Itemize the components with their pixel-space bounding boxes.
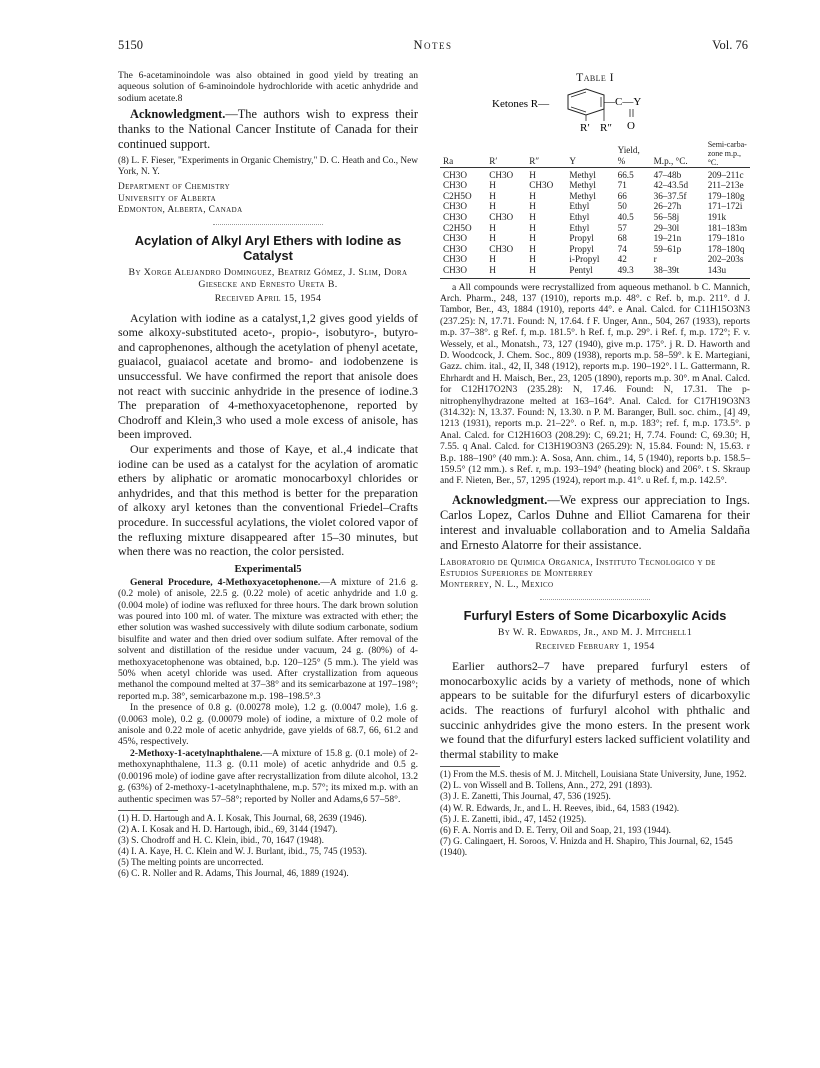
body-paragraph-3: Earlier authors2–7 have prepared furfuryl esters of monocarboxylic acids by a variety of methods, none of which appears to be suitable for the difurfuryl esters of dicarboxylic acids. The reactions of furfuryl alcohol with phthalic and succinic anhydrides give the mono esters. In the present work we found that the difurfuryl esters lacked sufficient volatility and thermal stability to make xyxy=(440,659,750,761)
table-row xyxy=(440,265,750,278)
reference-item: (7) G. Calingaert, H. Soroos, V. Hnizda and H. Shapiro, This Journal, 62, 1545 (1940). xyxy=(440,836,733,858)
table-header-cell: R′ xyxy=(486,140,526,168)
received-1: Received April 15, 1954 xyxy=(214,292,322,304)
divider xyxy=(213,224,323,225)
references-2 xyxy=(440,770,750,859)
table-cell: 211–213e xyxy=(707,180,744,191)
table-cell: H xyxy=(529,233,536,244)
body-paragraph-2: Our experiments and those of Kaye, et al.,4 indicate that iodine can be used as a catalyst for the acylation of aromatic ethers by aliphatic or aromatic monocarboxyl chlorides or anhydrides, and that this method is better for the preparation of alkoxy aryl ketones than the conventional Friedel–Crafts procedure. In successful acylations, the violet colored vapor of the refluxing mixture disappeared after 15–30 minutes, but when there was no reaction, the color persisted. xyxy=(118,442,418,559)
table-cell: 42–43.5d xyxy=(653,180,689,191)
carbonyl-label: —C—Y xyxy=(604,95,642,108)
table-cell: i-Propyl xyxy=(569,254,600,265)
table-row xyxy=(440,223,750,234)
footnote-8: (8) L. F. Fieser, "Experiments in Organic Chemistry," D. C. Heath and Co., New York, N. Y. xyxy=(118,156,418,178)
table-body xyxy=(440,167,750,278)
table-cell: CH3O xyxy=(443,243,467,254)
table-cell: 59–61p xyxy=(653,243,682,254)
table-row xyxy=(440,244,750,255)
table-cell: CH3O xyxy=(443,254,467,265)
table-cell: H xyxy=(486,265,526,278)
table-cell: C2H5O xyxy=(443,190,472,201)
affiliation-line: Laboratorio de Quimica Organica, Instituto Tecnologico y de Estudios Superiores de Monterrey xyxy=(440,557,716,579)
running-head: Notes xyxy=(413,38,453,52)
article-title-1: Acylation of Alkyl Aryl Ethers with Iodine as Catalyst xyxy=(134,232,402,263)
table-row xyxy=(440,233,750,244)
table-row xyxy=(440,191,750,202)
ketone-structure-diagram xyxy=(440,85,750,133)
left-column xyxy=(118,70,418,880)
table-cell: CH3O xyxy=(489,211,514,222)
page-header xyxy=(118,38,748,54)
reference-item: (5) J. E. Zanetti, ibid., 47, 1452 (1925). xyxy=(440,814,587,825)
table-cell: Pentyl xyxy=(566,265,614,278)
affiliation-line: Department of Chemistry xyxy=(118,182,231,193)
procedure-text: —A mixture of 21.6 g. (0.2 mole) of anisole, 22.5 g. (0.22 mole) of acetic anhydride and 1.0 g. (0.004 mole) of iodine was refluxed for three hours. The dark brown solution was poured into 100 ml. of water. The mixture was extracted with ether; the ether solution was washed successively with dilute sodium carbonate, sodium bisulfite and water and then dried over sodium sulfate. After removal of the solvent and distillation of the residue under vacuum, 24 g. (80%) of 4-methoxyacetophenone was obtained, b.p. 120–125° (5 mm.). The yield was 50% when acetyl chloride was used. After crystallization from aqueous methanol the compound melted at 37–38° and its semicarbazone at 197–198°; reported m.p. 38°, semicarbazone m.p. 198–198.5°.3 xyxy=(118,576,419,702)
table-cell: H xyxy=(526,265,566,278)
table-cell: 42 xyxy=(617,254,627,265)
structure-label: Ketones R— xyxy=(492,97,550,110)
intro-paragraph: The 6-acetaminoindole was also obtained in good yield by treating an aqueous solution of 6-aminoindole hydrochloride with acetic anhydride and sodium acetate.8 xyxy=(118,70,418,104)
rdouble-label: R″ xyxy=(600,121,612,133)
table-cell: 56–58j xyxy=(653,211,680,222)
table-cell: CH3O xyxy=(489,243,514,254)
table-cell: 68 xyxy=(617,233,627,244)
table-cell: 181–183m xyxy=(707,222,747,233)
table-cell: 50 xyxy=(617,201,627,212)
table-cell: 179–181o xyxy=(707,233,745,244)
table-cell: H xyxy=(489,201,496,212)
table-cell: 19–21n xyxy=(653,233,682,244)
reference-item: (5) The melting points are uncorrected. xyxy=(118,858,264,869)
table-cell: 202–203s xyxy=(707,254,744,265)
procedure-paragraph-2: In the presence of 0.8 g. (0.00278 mole), 1.2 g. (0.0047 mole), 1.6 g. (0.0063 mole), 0.2 g. (0.00079 mole) of iodine, a mixture of 0.2 mole of anisole and 0.22 mole of acetic anhydride, gave yields of 68.7, 66, 61.2 and 45%, respectively. xyxy=(118,702,418,748)
table-cell: 57 xyxy=(617,222,627,233)
procedure-heading: 2-Methoxy-1-acetylnaphthalene. xyxy=(130,747,263,759)
table-cell: Propyl xyxy=(569,233,594,244)
affiliation-1 xyxy=(118,182,418,215)
ketones-table xyxy=(440,140,750,279)
ack-text: —We express our appreciation to Ings. Carlos Lopez, Carlos Duhne and Elliot Camarena for their interest and invaluable collaboration and to Amelia Saldaña and Ernesto Alatorre for their assistance. xyxy=(440,492,750,552)
table-cell: 29–30l xyxy=(653,222,680,233)
ack-heading: Acknowledgment. xyxy=(452,492,548,507)
table-footnotes: a All compounds were recrystallized from aqueous methanol. b C. Mannich, Arch. Pharm., 248, 137 (1910), reports m.p. 48°. c Ref. b, m.p. 211°. d J. Tambor, Ber., 43, 1884 (1910), reports 44°. e Anal. Calcd. for C11H15O3N3 (237.25): N, 17.71. Found: N, 17.64. f F. Unger, Ann., 504, 267 (1933), reports m.p. 37–38°. g Ref. f, m.p. 181.5°. h Ref. f, m.p. 29°. i Ref. f, m.p. 172°; F. v. Wessely, et al., Monatsh., 73, 127 (1940), give m.p. 175°. j R. D. Haworth and D. Woodcock, J. Chem. Soc., 809 (1938), reports m.p. 58–59°. k E. Martegiani, Gazz. chim. ital., 42, II, 348 (1912), reports m.p. 190–192°. l L. Gattermann, R. Ehrhardt and H. Maisch, Ber., 23, 1205 (1890), reports m.p. 30°. m Anal. Calcd. for C12H17O2N3 (235.28): N, 17.46. Found: N, 17.31. The p-nitrophenylhydrazone melted at 163–164°. Anal. Calcd. for C17H19O3N3 (314.32): N, 13.37. Found: N, 13.30. n P. M. Baranger, Bull. soc. chim., [4] 49, 1213 (1931), reports m.p. 21–22°. o Ref. n, m.p. 183°; ref. f, m.p. 173.5°. p Anal. Calcd. for C12H16O3 (208.29): C, 69.21; H, 7.74. Found: C, 69.30; H, 7.55. q Anal. Calcd. for C13H19O3N3 (265.29): N, 15.84. Found: N, 15.63. r B.p. 188–190° (40 mm.): A. Sosa, Ann. chim., 14, 5 (1940), reports b.p. 158.5–159.5° (12 mm.). s Ref. r, m.p. 193–194° (heating block) and 206°. t S. Skraup and F. Nieten, Ber., 57, 1295 (1924), report m.p. 41°. u Ref. f, m.p. 142.5°. xyxy=(440,281,750,487)
table-cell: CH3O xyxy=(443,233,467,244)
ack-text: —The authors wish to express their thanks to the National Cancer Institute of Canada for their continued support. xyxy=(118,107,418,152)
table-cell: H xyxy=(529,211,536,222)
table-header-cell: M.p., °C. xyxy=(651,140,705,168)
table-header-cell: Y xyxy=(566,140,614,168)
reference-item: (1) H. D. Hartough and A. I. Kosak, This Journal, 68, 2639 (1946). xyxy=(118,813,367,824)
table-cell: H xyxy=(529,169,536,180)
table-header-cell: Semi-carba-zone m.p., °C. xyxy=(705,140,750,168)
table-row xyxy=(440,180,750,191)
reference-item: (6) C. R. Noller and R. Adams, This Journal, 46, 1889 (1924). xyxy=(118,869,349,880)
byline-2: By W. R. Edwards, Jr., and M. J. Mitchell1 xyxy=(497,627,693,639)
table-row xyxy=(440,201,750,212)
experimental-heading: Experimental5 xyxy=(234,563,302,575)
table-cell: CH3O xyxy=(529,180,554,191)
table-cell: CH3O xyxy=(443,211,467,222)
received-2: Received February 1, 1954 xyxy=(535,641,655,653)
table-cell: 66 xyxy=(617,190,627,201)
procedure-text: —A mixture of 15.8 g. (0.1 mole) of 2-methoxynaphthalene, 11.3 g. (0.11 mole) of acetic anhydride and 0.5 g. (0.00196 mole) of iodine gave after recrystallization from dilute alcohol, 13.2 g. (63%) of 2-methoxy-1-acetylnaphthalene, m.p. 57°; its mixed m.p. with an authentic specimen was 57–58°; reported by Noller and Adams,6 57–58°. xyxy=(118,747,418,805)
table-cell: 179–180g xyxy=(707,190,745,201)
table-cell: 143u xyxy=(705,265,750,278)
rprime-label: R′ xyxy=(580,121,590,133)
table-cell: 171–172i xyxy=(707,201,743,212)
table-row xyxy=(440,254,750,265)
table-cell: 71 xyxy=(617,180,627,191)
oxygen-label: O xyxy=(627,119,635,132)
table-cell: 178–180q xyxy=(707,243,745,254)
table-cell: r xyxy=(653,254,657,265)
affiliation-2 xyxy=(440,558,750,591)
volume-label: Vol. 76 xyxy=(712,38,748,52)
reference-item: (3) S. Chodroff and H. C. Klein, ibid., 70, 1647 (1948). xyxy=(118,836,324,847)
table-cell: H xyxy=(489,190,496,201)
table-cell: Methyl xyxy=(569,180,596,191)
table-cell: H xyxy=(489,180,496,191)
table-cell: 191k xyxy=(707,211,727,222)
table-cell: CH3O xyxy=(443,180,467,191)
table-cell: Methyl xyxy=(569,169,596,180)
reference-item: (4) I. A. Kaye, H. C. Klein and W. J. Burlant, ibid., 75, 745 (1953). xyxy=(118,847,367,858)
ack-heading: Acknowledgment. xyxy=(130,107,226,122)
naphthalene-procedure xyxy=(118,748,418,805)
table-cell: H xyxy=(529,222,536,233)
table-title: Table I xyxy=(576,70,614,84)
table-cell: 66.5 xyxy=(617,169,634,180)
affiliation-line: Monterrey, N. L., Mexico xyxy=(440,580,554,591)
table-cell: H xyxy=(489,222,496,233)
affiliation-line: Edmonton, Alberta, Canada xyxy=(118,204,243,215)
reference-item: (3) J. E. Zanetti, This Journal, 47, 536 (1925). xyxy=(440,792,611,803)
page-number: 5150 xyxy=(118,38,143,52)
table-cell: 47–48b xyxy=(653,169,682,180)
byline-1: By Xorge Alejandro Dominguez, Beatriz Gómez, J. Slim, Dora Giesecke and Ernesto Ureta B. xyxy=(128,266,408,290)
divider xyxy=(540,599,650,600)
article-title-2: Furfuryl Esters of Some Dicarboxylic Acids xyxy=(463,608,727,624)
table-row xyxy=(440,167,750,180)
table-cell: Ethyl xyxy=(569,222,590,233)
reference-item: (1) From the M.S. thesis of M. J. Mitchell, Louisiana State University, June, 1952. xyxy=(440,770,747,781)
table-cell: 49.3 xyxy=(615,265,651,278)
table-header-cell: Ra xyxy=(440,140,486,168)
general-procedure xyxy=(118,577,418,702)
table-cell: H xyxy=(529,243,536,254)
table-cell: CH3O xyxy=(489,169,514,180)
table-cell: H xyxy=(529,190,536,201)
table-cell: 26–27h xyxy=(653,201,682,212)
table-row xyxy=(440,212,750,223)
reference-item: (2) A. I. Kosak and H. D. Hartough, ibid., 69, 3144 (1947). xyxy=(118,825,338,835)
body-paragraph-1: Acylation with iodine as a catalyst,1,2 gives good yields of some alkoxy-substituted aceto-, propio-, isobutyro-, butyro- and caprophenones, although the acetylation of phenyl acetate, guaiacol, guaiacol acetate and bromo- and iodobenzene is unsuccessful. We have confirmed the report that anisole does not react with succinic anhydride in the presence of iodine.3 The preparation of 4-methoxyacetophenone, reported by Chodroff and Klein,3 who used a mole excess of anisole, has been improved. xyxy=(118,310,418,442)
table-header-cell: R″ xyxy=(526,140,566,168)
right-column xyxy=(440,70,750,859)
benzene-ring xyxy=(568,89,604,115)
table-cell: Ethyl xyxy=(569,211,590,222)
table-cell: H xyxy=(529,254,536,265)
reference-item: (4) W. R. Edwards, Jr., and L. H. Reeves, ibid., 64, 1583 (1942). xyxy=(440,803,680,814)
procedure-heading: General Procedure, 4-Methoxyacetophenone. xyxy=(130,576,321,588)
table-cell: Methyl xyxy=(569,190,596,201)
table-cell: H xyxy=(529,201,536,212)
table-cell: Ethyl xyxy=(569,201,590,212)
table-cell: C2H5O xyxy=(443,222,472,233)
table-cell: CH3O xyxy=(440,265,486,278)
table-cell: H xyxy=(489,233,496,244)
table-header-cell: Yield, % xyxy=(615,140,651,168)
table-cell: 38–39t xyxy=(651,265,705,278)
footnote-rule xyxy=(118,810,178,811)
table-cell: CH3O xyxy=(443,169,467,180)
footnote-rule xyxy=(440,766,500,767)
table-cell: H xyxy=(489,254,496,265)
table-cell: 40.5 xyxy=(617,211,634,222)
table-cell: Propyl xyxy=(569,243,594,254)
table-cell: 36–37.5f xyxy=(653,190,687,201)
table-cell: CH3O xyxy=(443,201,467,212)
table-cell: 74 xyxy=(617,243,627,254)
reference-item: (6) F. A. Norris and D. E. Terry, Oil and Soap, 21, 193 (1944). xyxy=(440,825,671,836)
acknowledgment-1 xyxy=(118,107,418,152)
reference-item: (2) L. von Wissell and B. Tollens, Ann., 272, 291 (1893). xyxy=(440,781,653,792)
affiliation-line: University of Alberta xyxy=(118,193,217,204)
table-cell: 209–211c xyxy=(707,169,744,180)
references-1 xyxy=(118,814,418,881)
acknowledgment-2 xyxy=(440,493,750,553)
